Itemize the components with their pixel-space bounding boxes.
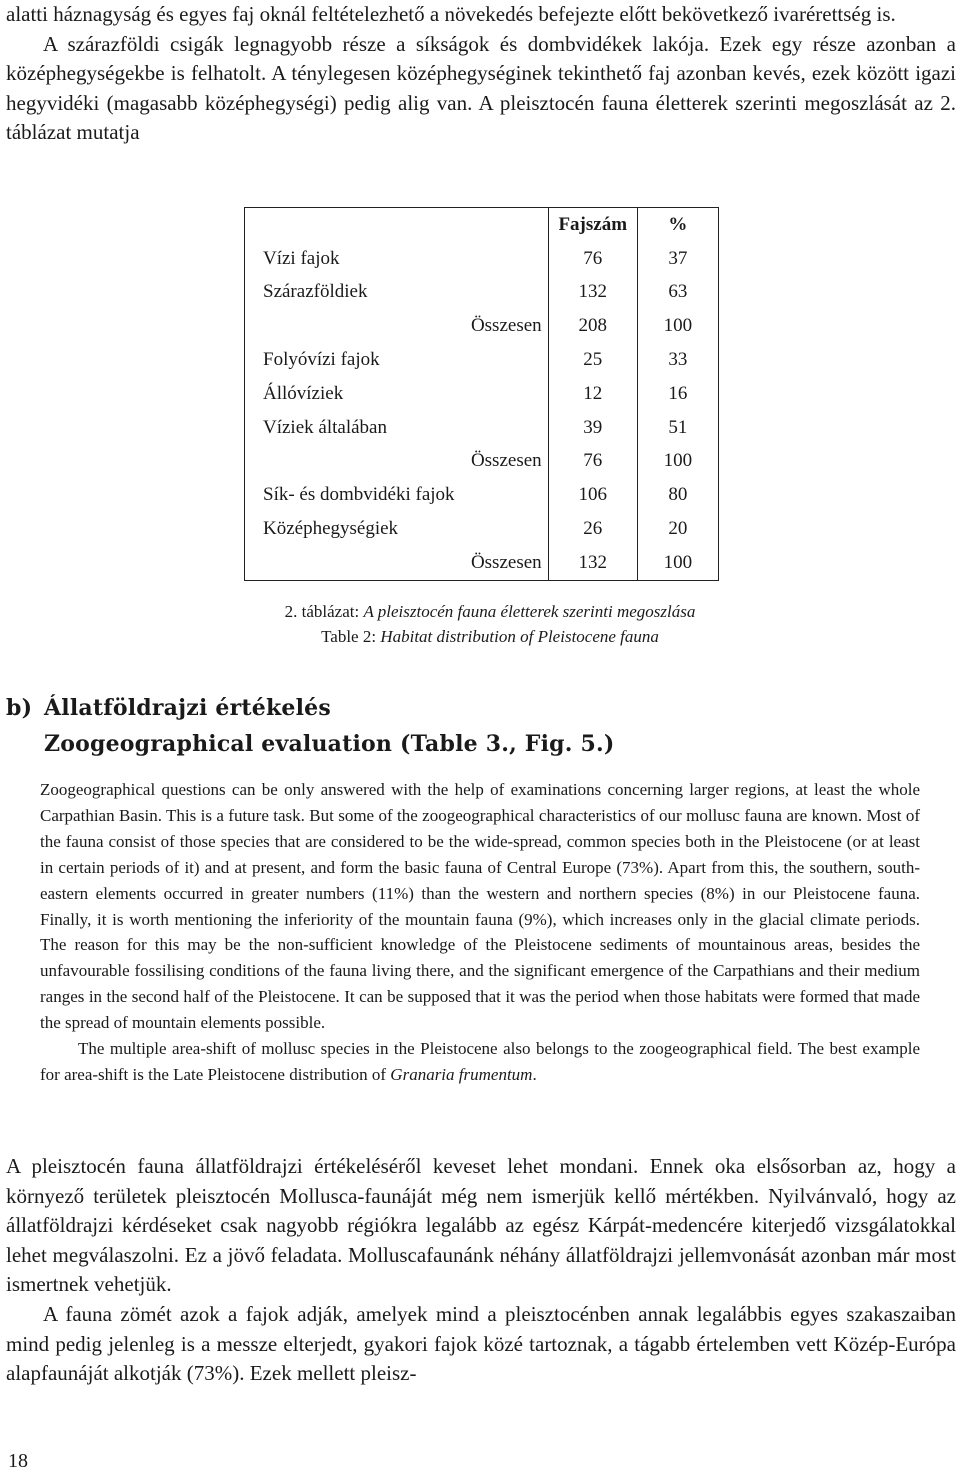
percent-cell: 37 xyxy=(637,242,718,276)
table-caption-hu xyxy=(200,600,780,624)
table-caption-en xyxy=(200,625,780,649)
species-count-cell: 26 xyxy=(548,512,637,546)
paragraph-text: The multiple area-shift of mollusc species in the Pleistocene also belongs to the zoogeographical field. The best example for area-shift is the Late Pleistocene distribution of xyxy=(40,1039,920,1084)
percent-cell: 20 xyxy=(637,512,718,546)
section-heading xyxy=(6,690,614,762)
paragraph: Zoogeographical questions can be only answered with the help of examinations concerning larger regions, at least the whole Carpathian Basin. This is a future task. But some of the zoogeographical characteristics of our mollusc fauna are known. Most of the fauna consist of those species that are considered to be the wide-spread, common species both in the Pleistocene (or at least in certain periods of it) and at present, and form the basic fauna of Central Europe (73%). Apart from this, the southern, south-eastern elements occurred in greater numbers (11%) than the western and northern species (8%) in our Pleistocene fauna. Finally, it is worth mentioning the inferiority of the mountain fauna (9%), which increases only in the glacial climate periods. The reason for this may be the non-sufficient knowledge of the Pleistocene sediments of mountainous areas, besides the unfavourable fossilising conditions of the fauna living there, and the significant emergence of the Carpathians and their medium ranges in the second half of the Pleistocene. It can be supposed that it was the period when those habitats were formed that made the spread of mountain elements possible. xyxy=(40,780,920,1033)
intro-text xyxy=(6,0,956,148)
page-number: 18 xyxy=(8,1450,28,1472)
percent-cell: 33 xyxy=(637,343,718,377)
row-total-label: Összesen xyxy=(470,450,542,472)
header-label xyxy=(245,208,548,242)
row-total-label: Összesen xyxy=(470,551,542,573)
species-name: Granaria frumentum xyxy=(390,1064,533,1084)
table-row xyxy=(245,377,718,411)
caption-title: Habitat distribution of Pleistocene fauna xyxy=(380,627,659,646)
percent-cell: 16 xyxy=(637,377,718,411)
section-title-en: Zoogeographical evaluation (Table 3., Fig. 5.) xyxy=(44,731,615,757)
table-row xyxy=(245,512,718,546)
paragraph xyxy=(40,1036,920,1088)
body-text xyxy=(6,1152,956,1389)
row-label: Sík- és dombvidéki fajok xyxy=(263,484,455,506)
species-count-cell: 25 xyxy=(548,343,637,377)
paragraph: A szárazföldi csigák legnagyobb része a síkságok és dombvidékek lakója. Ezek egy része azonban a középhegységekbe is felhatolt. A ténylegesen középhegységinek tekinthető faj azonban kevés, ezek között igazi hegyvidéki (magasabb középhegységi) pedig alig van. A pleisztocén fauna életterek szerinti megoszlását az 2. táblázat mutatja xyxy=(6,31,956,144)
row-label: Állóvíziek xyxy=(263,382,344,404)
row-label: Szárazföldiek xyxy=(263,281,368,303)
row-label: Vízi fajok xyxy=(263,247,340,269)
species-count-cell: 208 xyxy=(548,309,637,343)
header-percent: % xyxy=(637,208,718,242)
table-row xyxy=(245,242,718,276)
section-label: b) xyxy=(6,695,33,721)
row-label: Középhegységiek xyxy=(263,518,399,540)
paragraph: A pleisztocén fauna állatföldrajzi értékeléséről keveset lehet mondani. Ennek oka elsősorban az, hogy a környező területek pleisztocén Mollusca-faunáját még nem ismerjük kellő mértékben. Nyilvánvaló, hogy az állatföldrajzi kérdéseket csak nagyobb régiókra legalább az egész Kárpát-medencére kiterjedő vizsgálatokkal lehet megválaszolni. Ez a jövő feladata. Molluscafaunánk néhány állatföldrajzi jellemvonását azonban már most ismertnek vehetjük. xyxy=(6,1154,956,1297)
species-count-cell: 106 xyxy=(548,478,637,512)
row-label: Folyóvízi fajok xyxy=(263,349,380,371)
species-count-cell: 12 xyxy=(548,377,637,411)
species-count-cell: 39 xyxy=(548,411,637,445)
english-summary xyxy=(40,777,920,1088)
table-row xyxy=(245,445,718,479)
paragraph: alatti háznagyság és egyes faj oknál feltételezhető a növekedés befejezte előtt bekövetkező ivarérettség is. xyxy=(6,2,896,26)
caption-prefix: 2. táblázat: xyxy=(284,602,360,621)
section-title-hu: Állatföldrajzi értékelés xyxy=(44,695,331,721)
paragraph: A fauna zömét azok a fajok adják, amelyek mind a pleisztocénben annak legalábbis egyes szakaszaiban mind pedig jelenleg is a messze elterjedt, gyakori fajok közé tartoznak, a tágabb értelemben vett Közép-Európa alapfaunáját alkotják (73%). Ezek mellett pleisz- xyxy=(6,1301,956,1386)
paragraph-end: . xyxy=(532,1064,537,1084)
percent-cell: 100 xyxy=(637,309,718,343)
species-count-cell: 76 xyxy=(548,242,637,276)
caption-prefix: Table 2: xyxy=(321,627,377,646)
habitat-table xyxy=(244,207,719,581)
percent-cell: 80 xyxy=(637,478,718,512)
percent-cell: 51 xyxy=(637,411,718,445)
table-row xyxy=(245,478,718,512)
table-row xyxy=(245,343,718,377)
caption-title: A pleisztocén fauna életterek szerinti megoszlása xyxy=(363,602,696,621)
percent-cell: 100 xyxy=(637,546,718,580)
table-header-row xyxy=(245,208,718,242)
row-total-label: Összesen xyxy=(470,315,542,337)
header-species-count: Fajszám xyxy=(548,208,637,242)
row-label: Víziek általában xyxy=(263,416,387,438)
table-row xyxy=(245,411,718,445)
species-count-cell: 132 xyxy=(548,276,637,310)
table-row xyxy=(245,309,718,343)
table-row xyxy=(245,276,718,310)
percent-cell: 100 xyxy=(637,445,718,479)
species-count-cell: 76 xyxy=(548,445,637,479)
percent-cell: 63 xyxy=(637,276,718,310)
species-count-cell: 132 xyxy=(548,546,637,580)
table-row xyxy=(245,546,718,580)
